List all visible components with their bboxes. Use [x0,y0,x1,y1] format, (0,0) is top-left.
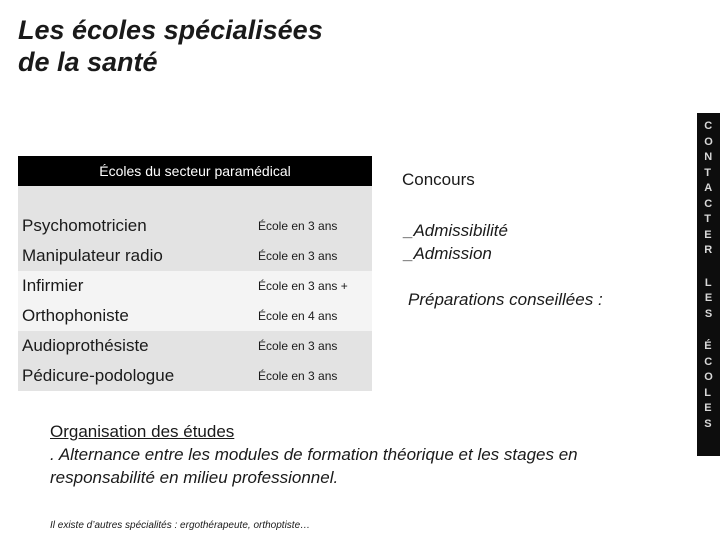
preparations-label: Préparations conseillées : [408,290,603,309]
sidebar-letter: R [704,244,713,256]
page-title-line-1: Les écoles spécialisées [18,15,323,45]
sidebar-word-3[interactable] [704,339,713,432]
footnote: Il existe d’autres spécialités : ergothérapeute, orthoptiste… [50,520,311,531]
table-row [18,301,372,331]
sidebar-word-2[interactable] [705,276,712,323]
table-band-3 [18,331,372,391]
sidebar-letter: S [704,417,712,430]
school-name: Psychomotricien [22,216,147,235]
table-row [18,211,372,241]
table-band-2 [18,271,372,331]
admission-list [404,219,508,265]
school-duration: École en 3 ans [258,369,338,383]
sidebar-letter: O [704,135,713,148]
school-name: Orthophoniste [22,306,129,325]
school-name: Manipulateur radio [22,246,163,265]
sidebar-letter: É [704,340,712,352]
contact-schools-sidebar[interactable] [697,113,720,456]
sidebar-letter: L [704,386,711,399]
sidebar-letter: S [704,307,713,320]
table-header: Écoles du secteur paramédical [18,156,372,186]
sidebar-letter: E [704,228,712,241]
table-subheader [18,186,372,211]
admissibilite-item: _Admissibilité [404,221,508,240]
page-title-line-2: de la santé [18,47,158,77]
sidebar-word-1[interactable] [704,119,713,259]
organisation-heading: Organisation des études [50,422,235,441]
sidebar-letter: A [704,182,713,194]
table-row [18,241,372,271]
table-band-1 [18,211,372,271]
organisation-text: . Alternance entre les modules de formation théorique et les stages en responsabilité en milieu professionnel. [50,445,578,487]
school-duration: École en 4 ans [258,309,338,323]
organisation-section [50,420,650,489]
admission-item: _Admission [404,244,492,263]
concours-label: Concours [402,170,475,189]
sidebar-letter: T [704,166,711,179]
school-duration: École en 3 ans [258,339,338,353]
sidebar-letter: E [704,402,712,414]
school-name: Audioprothésiste [22,336,149,355]
sidebar-letter: N [704,151,713,163]
sidebar-letter: C [704,120,713,132]
sidebar-letter: C [704,197,713,210]
sidebar-letter: T [704,213,711,225]
table-row [18,331,372,361]
school-duration: École en 3 ans [258,219,338,233]
sidebar-letter: O [704,371,713,383]
school-duration: École en 3 ans + [258,279,348,293]
sidebar-letter: E [704,292,713,304]
school-duration: École en 3 ans [258,249,338,263]
table-row [18,271,372,301]
schools-table [18,156,372,391]
school-name: Pédicure-podologue [22,366,175,385]
sidebar-letter: C [704,355,713,368]
page-title [18,14,323,78]
school-name: Infirmier [22,276,84,295]
table-row [18,361,372,391]
sidebar-letter: L [704,276,712,289]
